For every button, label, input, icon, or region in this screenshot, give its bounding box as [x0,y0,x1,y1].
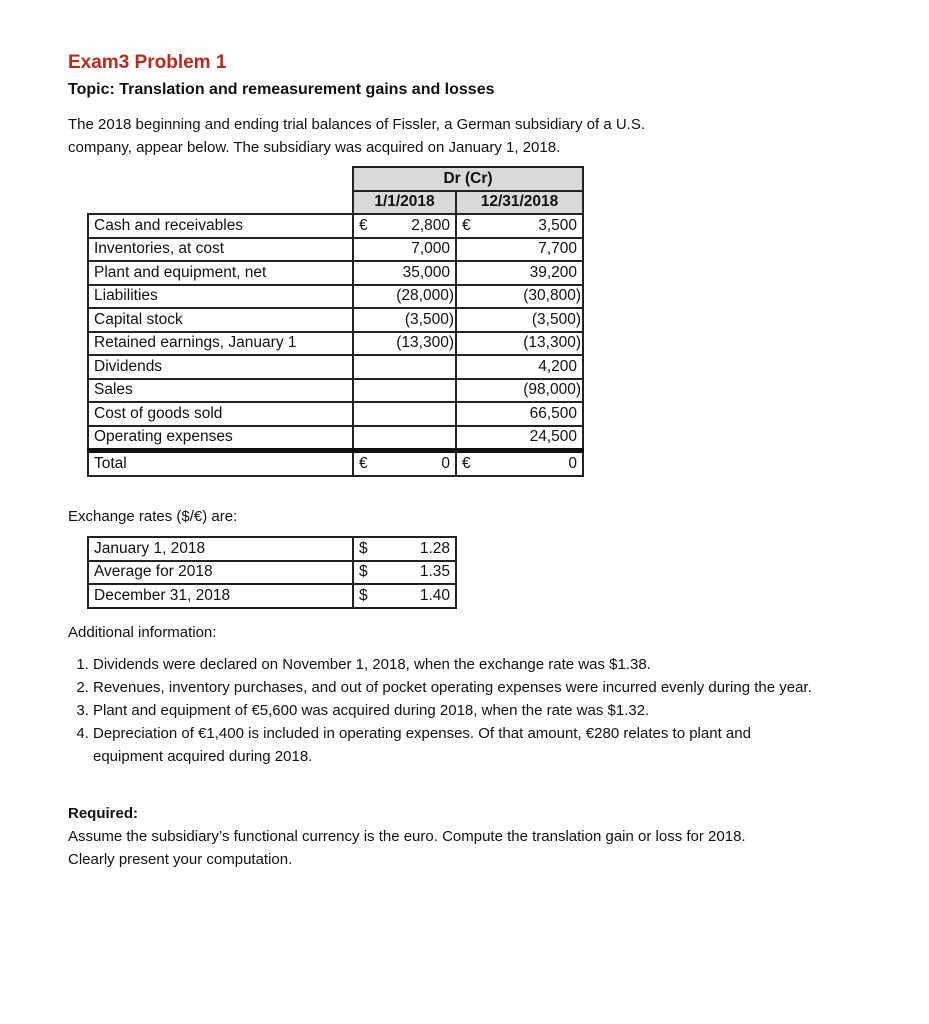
table-row [88,379,583,403]
table-row [88,308,583,332]
table-row [88,451,583,476]
row-label: Dividends [88,355,353,379]
table-row [88,426,583,451]
value-end: (13,300) [523,334,581,352]
rates-label: Exchange rates ($/€) are: [68,508,238,525]
trial-balance-table [87,166,584,477]
value-end: 39,200 [529,263,577,281]
table-row [88,214,583,238]
row-label: Capital stock [88,308,353,332]
value-end: 7,700 [538,240,577,258]
col-header-end: 12/31/2018 [456,191,583,215]
rate-row [88,561,456,585]
rate-label: January 1, 2018 [88,537,353,561]
row-label: Operating expenses [88,426,353,451]
value-begin: 2,800 [411,216,450,234]
additional-info-label: Additional information: [68,624,217,641]
rate-label: December 31, 2018 [88,584,353,608]
required-text-1: Assume the subsidiary’s functional currency is the euro. Compute the translation gain or loss for 2018. [68,828,746,845]
value-end: 0 [568,454,577,472]
row-label: Sales [88,379,353,403]
table-row [88,355,583,379]
table-row [88,402,583,426]
currency-symbol: € [462,216,471,234]
info-item: 1. Dividends were declared on November 1, 2018, when the exchange rate was $1.38. [93,653,813,676]
problem-title: Exam3 Problem 1 [68,52,227,73]
row-label: Inventories, at cost [88,238,353,262]
group-header: Dr (Cr) [353,167,583,191]
table-row [88,261,583,285]
col-header-begin: 1/1/2018 [353,191,456,215]
value-end: (98,000) [523,381,581,399]
value-end: 3,500 [538,216,577,234]
exchange-rates-table [87,536,457,609]
currency-symbol: € [359,454,368,472]
value-begin: (3,500) [404,310,454,328]
currency-symbol: $ [359,539,368,557]
rate-value: 1.35 [419,563,450,581]
rate-label: Average for 2018 [88,561,353,585]
value-end: (3,500) [531,310,581,328]
table-row [88,238,583,262]
rate-row [88,584,456,608]
intro-text-1: The 2018 beginning and ending trial balances of Fissler, a German subsidiary of a U.S. [68,116,646,133]
additional-info-list [68,653,813,768]
row-label: Retained earnings, January 1 [88,332,353,356]
value-end: (30,800) [523,287,581,305]
row-label: Cash and receivables [88,214,353,238]
intro-text-2: company, appear below. The subsidiary was acquired on January 1, 2018. [68,139,561,156]
info-item: 4. Depreciation of €1,400 is included in operating expenses. Of that amount, €280 relates to plant and equipment acquired during 2018. [93,722,813,768]
value-end: 66,500 [529,404,577,422]
value-begin: 35,000 [402,263,450,281]
value-begin: 7,000 [411,240,450,258]
value-end: 4,200 [538,357,577,375]
row-label: Plant and equipment, net [88,261,353,285]
row-label: Cost of goods sold [88,402,353,426]
required-text-2: Clearly present your computation. [68,851,293,868]
value-begin: 0 [441,454,450,472]
table-row [88,285,583,309]
info-item: 3. Plant and equipment of €5,600 was acquired during 2018, when the rate was $1.32. [93,699,813,722]
currency-symbol: € [359,216,368,234]
table-row [88,332,583,356]
value-begin: (13,300) [396,334,454,352]
currency-symbol: $ [359,563,368,581]
rate-row [88,537,456,561]
row-label: Total [88,451,353,476]
topic-heading: Topic: Translation and remeasurement gains and losses [68,81,495,98]
row-label: Liabilities [88,285,353,309]
info-item: 2. Revenues, inventory purchases, and out of pocket operating expenses were incurred evenly during the year. [93,676,813,699]
value-end: 24,500 [529,428,577,446]
required-label: Required: [68,805,139,822]
currency-symbol: $ [359,586,368,604]
rate-value: 1.28 [419,539,450,557]
value-begin: (28,000) [396,287,454,305]
rate-value: 1.40 [419,586,450,604]
currency-symbol: € [462,454,471,472]
